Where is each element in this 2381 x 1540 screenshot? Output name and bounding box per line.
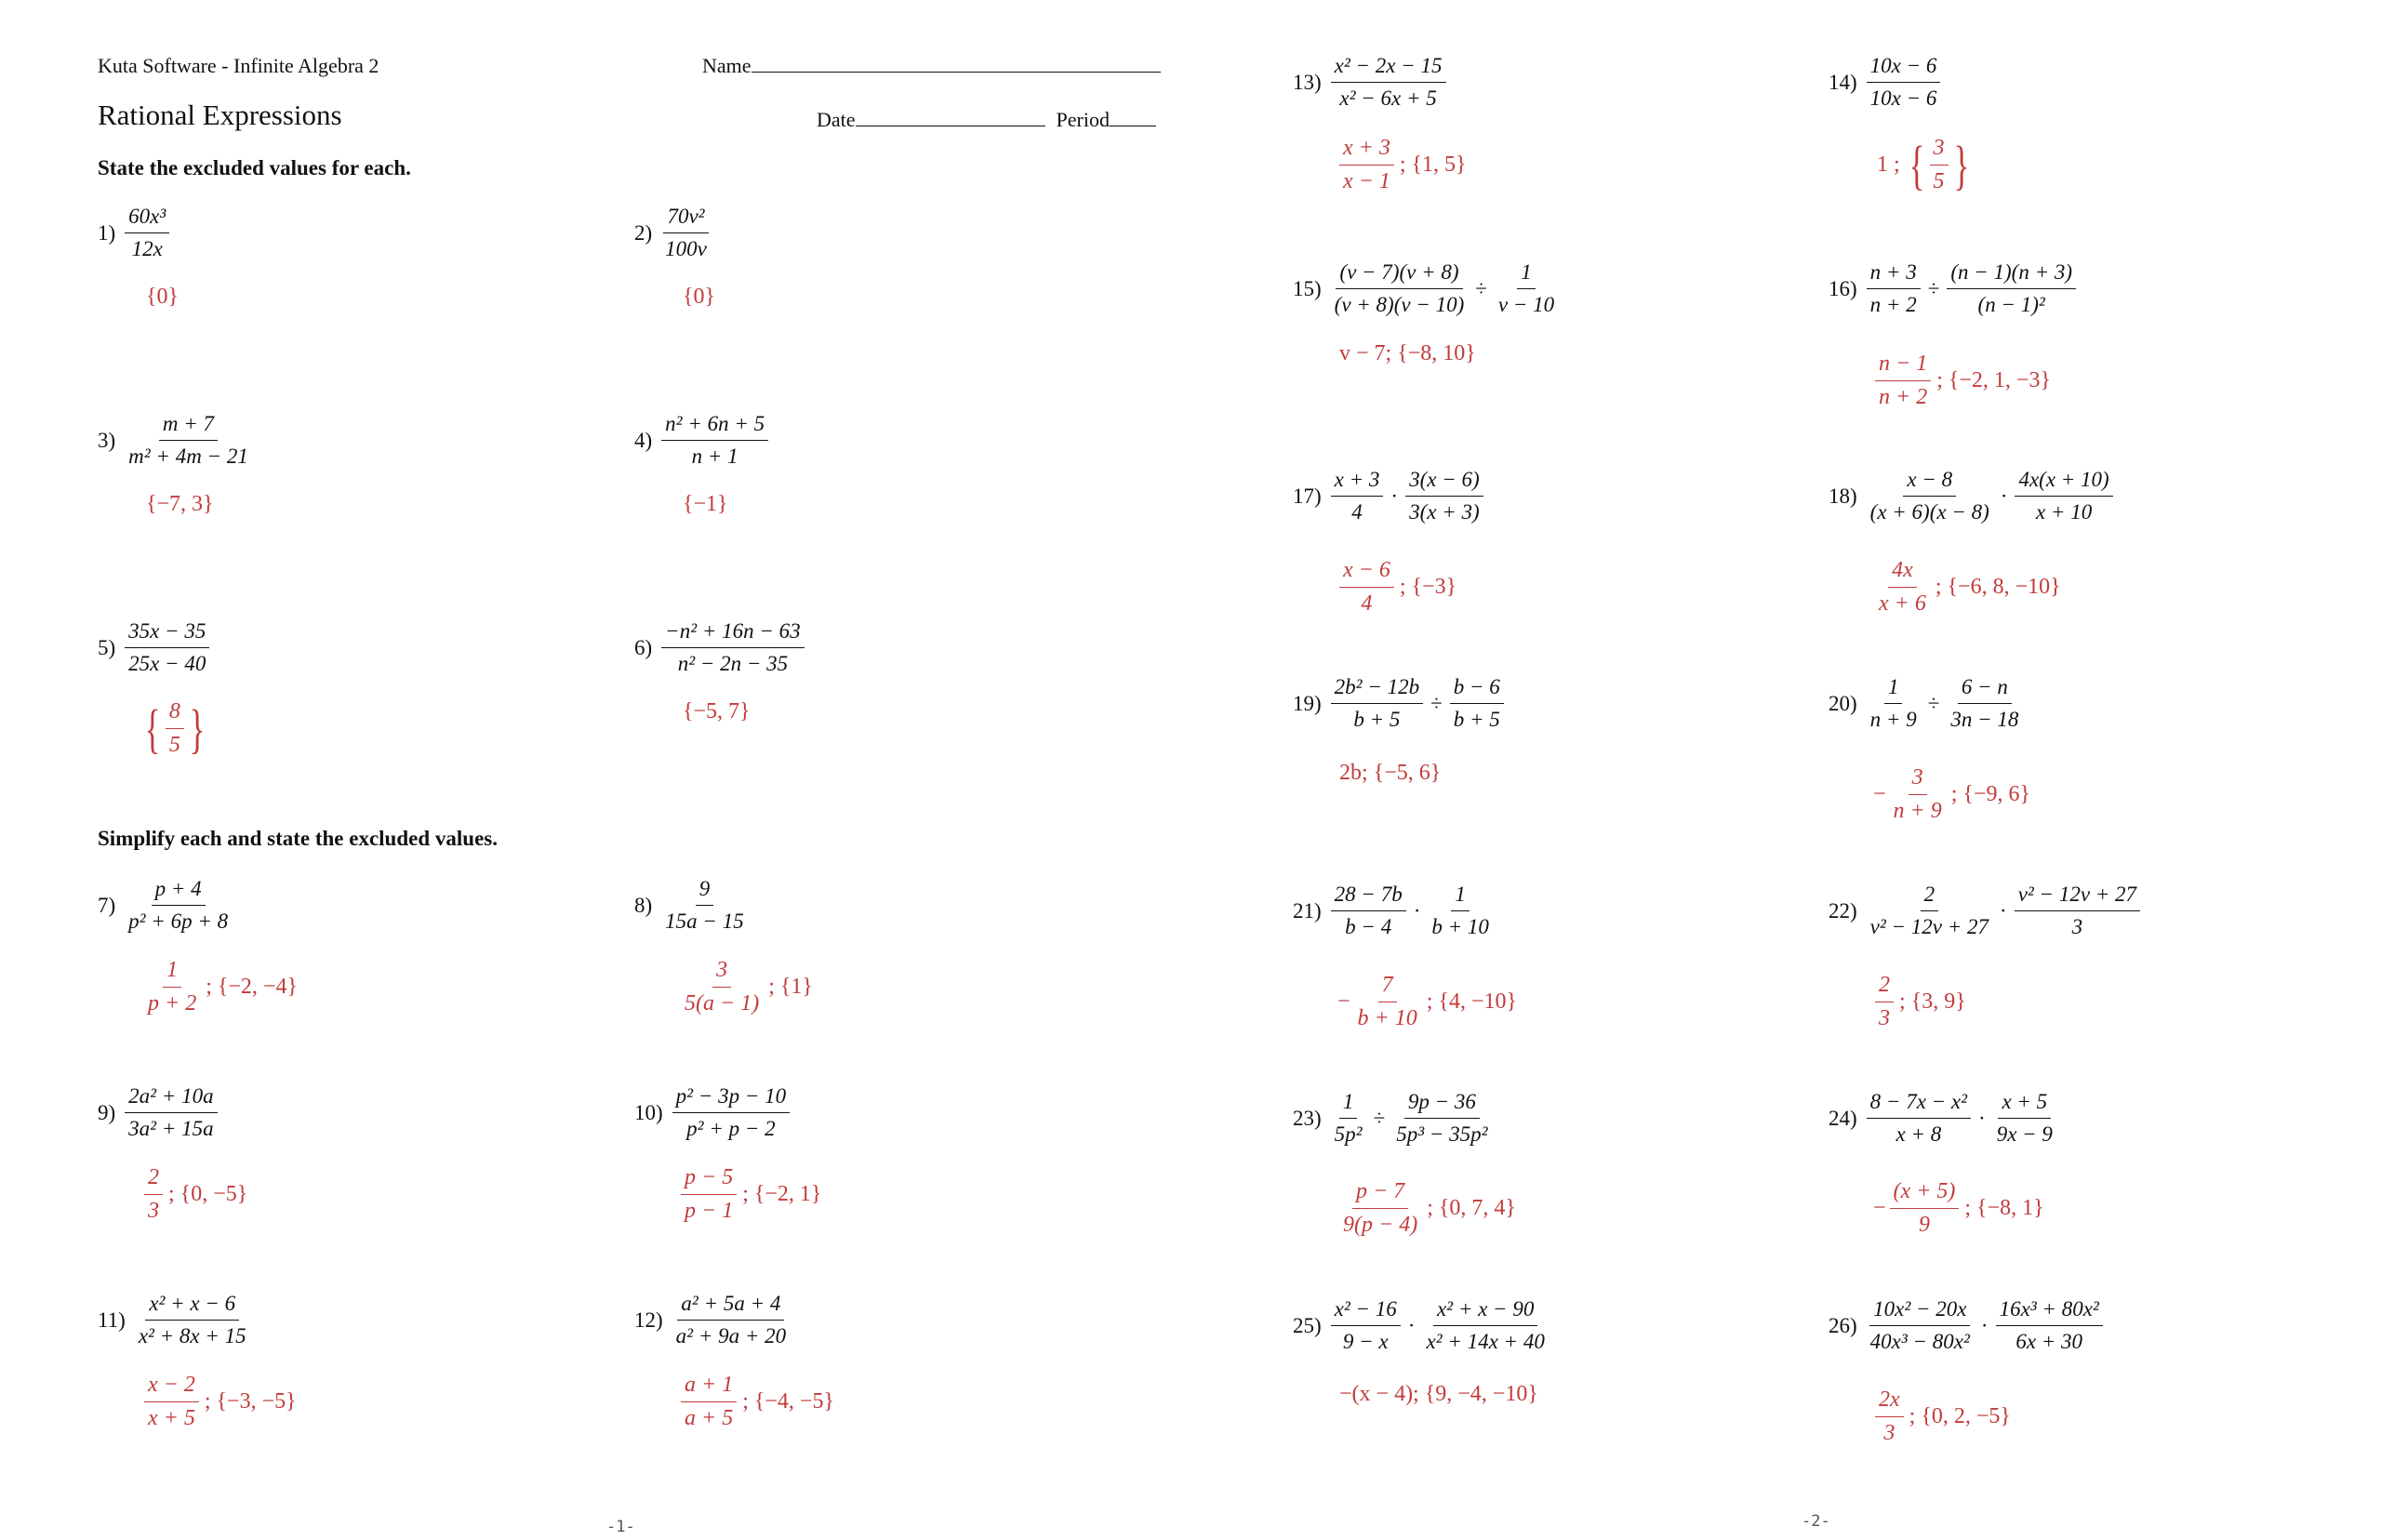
answer-26	[1875, 1387, 2011, 1446]
answer-numerator: x − 2	[144, 1373, 199, 1402]
answer-denominator: x + 6	[1879, 591, 1926, 616]
problem-18	[1829, 468, 2113, 524]
numerator: n² + 6n + 5	[661, 412, 768, 441]
answer-20	[1873, 765, 2030, 824]
answer-set: ; {0, −5}	[168, 1182, 248, 1206]
problem-3	[98, 412, 252, 469]
problem-number: 10)	[634, 1100, 663, 1124]
problem-number: 2)	[634, 220, 653, 245]
expression-left	[1331, 1090, 1366, 1147]
answer-sign: −	[1337, 989, 1350, 1014]
numerator: (n − 1)(n + 3)	[1947, 260, 2076, 289]
expression-right	[1422, 1297, 1548, 1354]
section-simplify-heading: Simplify each and state the excluded values.	[98, 827, 498, 850]
problem-number: 8)	[634, 893, 653, 917]
problem-11	[98, 1292, 250, 1348]
denominator: x² + 14x + 40	[1426, 1330, 1545, 1353]
answer-18	[1875, 558, 2061, 617]
problem-8	[634, 877, 748, 934]
problem-24	[1829, 1090, 2056, 1147]
numerator: 10x² − 20x	[1869, 1297, 1970, 1326]
answer-numerator: 3	[1930, 136, 1949, 166]
problem-7	[98, 877, 232, 934]
numerator: 9p − 36	[1404, 1090, 1480, 1119]
problem-number: 6)	[634, 635, 653, 659]
problem-12	[634, 1292, 790, 1348]
expression	[661, 619, 804, 676]
denominator: (n − 1)²	[1977, 293, 2045, 316]
expression-left	[1867, 260, 1921, 317]
answer-1	[146, 285, 179, 310]
numerator: 16x³ + 80x²	[1996, 1297, 2103, 1326]
problem-number: 1)	[98, 220, 116, 245]
answer-12	[681, 1373, 834, 1431]
denominator: x + 10	[2035, 500, 2093, 524]
numerator: 10x − 6	[1867, 54, 1941, 83]
answer-25	[1339, 1382, 1538, 1407]
denominator: n + 1	[691, 445, 738, 468]
numerator: 2	[1921, 883, 1939, 911]
denominator: p² + p − 2	[686, 1117, 776, 1140]
operator: ÷	[1475, 276, 1487, 300]
numerator: 4x(x + 10)	[2015, 468, 2112, 497]
problem-22	[1829, 883, 2140, 939]
name-label: Name	[702, 54, 752, 77]
numerator: v² − 12v + 27	[2015, 883, 2140, 911]
problem-number: 16)	[1829, 276, 1857, 300]
denominator: 9 − x	[1342, 1330, 1389, 1353]
answer-text: −(x − 4); {9, −4, −10}	[1339, 1382, 1538, 1406]
expression-left	[1867, 468, 1993, 524]
problem-number: 14)	[1829, 70, 1857, 94]
expression-right	[1947, 675, 2022, 732]
expression	[1331, 54, 1446, 111]
problem-number: 20)	[1829, 691, 1857, 715]
numerator: 8 − 7x − x²	[1867, 1090, 1971, 1119]
answer-7	[144, 958, 298, 1016]
expression	[661, 205, 711, 261]
answer-set: ; {0, 7, 4}	[1427, 1196, 1516, 1220]
answer-set: ; {−3}	[1399, 575, 1457, 599]
expression-left	[1867, 883, 1992, 939]
answer-set: ; {−2, 1, −3}	[1936, 368, 2051, 392]
denominator: n + 9	[1869, 708, 1917, 731]
answer-set: ; {−3, −5}	[204, 1389, 297, 1414]
problem-20	[1829, 675, 2022, 732]
denominator: 40x³ − 80x²	[1869, 1330, 1970, 1353]
answer-denominator: b + 10	[1357, 1006, 1417, 1030]
numerator: p² − 3p − 10	[672, 1084, 790, 1113]
name-line	[702, 54, 1161, 78]
operator: ·	[1390, 484, 1399, 508]
answer-22	[1875, 973, 1966, 1031]
answer-set: ; {3, 9}	[1899, 989, 1966, 1014]
answer-19	[1339, 761, 1441, 786]
denominator: x² − 6x + 5	[1339, 86, 1437, 110]
answer-numerator: 2x	[1875, 1387, 1904, 1417]
problem-number: 7)	[98, 893, 116, 917]
numerator: b − 6	[1450, 675, 1504, 704]
denominator: b − 4	[1345, 915, 1392, 938]
problem-number: 5)	[98, 635, 116, 659]
expression	[1867, 54, 1941, 111]
answer-13	[1339, 136, 1467, 194]
expression-left	[1867, 1297, 1974, 1354]
numerator: 35x − 35	[125, 619, 209, 648]
answer-set: ; {1, 5}	[1399, 153, 1467, 177]
answer-set: ; {0, 2, −5}	[1909, 1404, 2011, 1428]
numerator: 6 − n	[1958, 675, 2012, 704]
answer-denominator: n + 2	[1879, 385, 1928, 409]
denominator: 100v	[665, 237, 707, 260]
answer-text: 2b; {−5, 6}	[1339, 761, 1442, 785]
problem-25	[1293, 1297, 1549, 1354]
answer-text: {0}	[146, 285, 180, 309]
section-excluded-heading: State the excluded values for each.	[98, 156, 411, 179]
answer-6	[683, 699, 751, 724]
numerator: x² + x − 6	[145, 1292, 239, 1321]
problem-10	[634, 1084, 790, 1141]
denominator: b + 10	[1431, 915, 1489, 938]
denominator: v − 10	[1497, 293, 1555, 316]
problem-15	[1293, 260, 1558, 317]
answer-10	[681, 1165, 821, 1224]
denominator: 3n − 18	[1950, 708, 2019, 731]
denominator: 9x − 9	[1996, 1122, 2053, 1146]
answer-2	[683, 285, 715, 310]
expression-right	[1405, 468, 1483, 524]
answer-numerator: n − 1	[1875, 352, 1931, 381]
expression	[661, 412, 768, 469]
expression-right	[1996, 1297, 2103, 1354]
answer-set: ; {−2, −4}	[206, 975, 298, 999]
answer-15	[1339, 341, 1476, 366]
answer-set: ; {−6, 8, −10}	[1935, 575, 2061, 599]
answer-denominator: 9(p − 4)	[1343, 1213, 1418, 1237]
problem-number: 22)	[1829, 898, 1857, 923]
expression	[661, 877, 748, 934]
denominator: 5p³ − 35p²	[1396, 1122, 1488, 1146]
answer-numerator: p − 5	[681, 1165, 737, 1195]
answer-numerator: a + 1	[681, 1373, 737, 1402]
answer-set: ; {−2, 1}	[742, 1182, 822, 1206]
operator: ·	[1980, 1313, 1989, 1337]
answer-set: { $\frac{3}{5}$ }	[1909, 134, 1969, 195]
numerator: x² + x − 90	[1433, 1297, 1537, 1326]
operator: ·	[1407, 1313, 1416, 1337]
answer-5	[140, 699, 210, 758]
expression-left	[1331, 260, 1469, 317]
problem-23	[1293, 1090, 1492, 1147]
problem-number: 25)	[1293, 1313, 1322, 1337]
answer-set: ; {−8, 1}	[1964, 1196, 2044, 1220]
answer-denominator: 5	[1933, 169, 1945, 193]
numerator: x² − 2x − 15	[1331, 54, 1446, 83]
denominator: (x + 6)(x − 8)	[1869, 500, 1989, 524]
numerator: x + 5	[1998, 1090, 2051, 1119]
numerator: 2b² − 12b	[1331, 675, 1423, 704]
answer-denominator: 5	[168, 733, 180, 757]
denominator: 15a − 15	[665, 909, 744, 933]
answer-text: {0}	[683, 285, 716, 309]
answer-numerator: p − 7	[1352, 1179, 1408, 1209]
answer-numerator: 3	[712, 958, 731, 988]
answer-11	[144, 1373, 297, 1431]
problem-16	[1829, 260, 2076, 317]
denominator: b + 5	[1453, 708, 1500, 731]
answer-denominator: p + 2	[148, 991, 197, 1016]
denominator: 4	[1351, 500, 1363, 524]
problem-19	[1293, 675, 1504, 732]
answer-denominator: 5(a − 1)	[685, 991, 760, 1016]
expression-right	[2015, 883, 2140, 939]
operator: ÷	[1430, 691, 1443, 715]
numerator: 1	[1339, 1090, 1358, 1119]
numerator: p + 4	[152, 877, 206, 906]
numerator: 2a² + 10a	[125, 1084, 217, 1113]
problem-number: 24)	[1829, 1106, 1857, 1130]
denominator: a² + 9a + 20	[675, 1324, 787, 1348]
problem-number: 18)	[1829, 484, 1857, 508]
answer-denominator: 3	[1883, 1421, 1895, 1445]
answer-denominator: a + 5	[685, 1406, 734, 1430]
denominator: p² + 6p + 8	[128, 909, 229, 933]
answer-4	[683, 492, 728, 517]
operator: ·	[1978, 1106, 1986, 1130]
denominator: 5p²	[1334, 1122, 1363, 1146]
answer-numerator: 7	[1378, 973, 1397, 1002]
answer-numerator: 8	[166, 699, 184, 729]
answer-23	[1339, 1179, 1516, 1238]
answer-denominator: x − 1	[1343, 169, 1390, 193]
answer-3	[146, 492, 214, 517]
expression-left	[1331, 1297, 1401, 1354]
expression-left	[1331, 468, 1384, 524]
operator: ÷	[1927, 276, 1940, 300]
answer-denominator: x + 5	[148, 1406, 195, 1430]
operator: ÷	[1373, 1106, 1386, 1130]
expression-right	[1993, 1090, 2056, 1147]
page-number-2: -2-	[1802, 1512, 1830, 1531]
numerator: 60x³	[125, 205, 169, 233]
problem-6	[634, 619, 805, 676]
numerator: −n² + 16n − 63	[661, 619, 804, 648]
numerator: 28 − 7b	[1331, 883, 1406, 911]
problem-number: 26)	[1829, 1313, 1857, 1337]
problem-17	[1293, 468, 1483, 524]
page-title: Rational Expressions	[98, 99, 342, 131]
expression-right	[1947, 260, 2076, 317]
operator: ·	[2000, 898, 2007, 923]
problem-2	[634, 205, 711, 261]
answer-sign: −	[1873, 782, 1886, 806]
answer-denominator: 9	[1918, 1213, 1930, 1237]
answer-numerator: 1	[163, 958, 181, 988]
numerator: (v − 7)(v + 8)	[1336, 260, 1462, 289]
answer-prefix: 1 ;	[1877, 153, 1900, 177]
answer-numerator: x + 3	[1339, 136, 1394, 166]
expression-right	[1392, 1090, 1491, 1147]
denominator: 3a² + 15a	[128, 1117, 214, 1140]
problem-5	[98, 619, 209, 676]
problem-26	[1829, 1297, 2103, 1354]
answer-text: {−5, 7}	[683, 699, 751, 724]
answer-numerator: x − 6	[1339, 558, 1394, 588]
problem-14	[1829, 54, 1940, 111]
operator: ÷	[1927, 691, 1940, 715]
denominator: 10x − 6	[1869, 86, 1937, 110]
answer-set: ; {−4, −5}	[742, 1389, 834, 1414]
problem-1	[98, 205, 169, 261]
denominator: b + 5	[1353, 708, 1401, 731]
answer-text: v − 7; {−8, 10}	[1339, 341, 1476, 365]
denominator: x + 8	[1895, 1122, 1942, 1146]
problem-number: 19)	[1293, 691, 1322, 715]
answer-denominator: 4	[1361, 591, 1373, 616]
expression-right	[1495, 260, 1558, 317]
expression	[125, 1084, 217, 1141]
answer-numerator: (x + 5)	[1890, 1179, 1960, 1209]
expression	[125, 412, 252, 469]
expression-left	[1867, 675, 1921, 732]
answer-24	[1873, 1179, 2044, 1238]
problem-9	[98, 1084, 218, 1141]
denominator: 12x	[131, 237, 163, 260]
answer-denominator: n + 9	[1893, 799, 1942, 823]
numerator: 70v²	[663, 205, 708, 233]
answer-denominator: 3	[1879, 1006, 1890, 1030]
answer-sign: −	[1873, 1196, 1886, 1220]
answer-set: ; {−9, 6}	[1950, 782, 2030, 806]
numerator: x − 8	[1903, 468, 1956, 497]
date-label: Date	[817, 108, 856, 131]
numerator: 9	[696, 877, 714, 906]
numerator: 1	[1517, 260, 1536, 289]
expression-right	[1428, 883, 1493, 939]
answer-14	[1877, 136, 1974, 194]
answer-set: { $\frac{8}{5}$ }	[144, 697, 206, 759]
numerator: m + 7	[159, 412, 218, 441]
expression	[672, 1084, 790, 1141]
problem-4	[634, 412, 768, 469]
answer-text: {−1}	[683, 492, 728, 516]
expression-left	[1867, 1090, 1971, 1147]
expression-left	[1331, 883, 1406, 939]
answer-set: ; {4, −10}	[1426, 989, 1517, 1014]
answer-8	[681, 958, 813, 1016]
software-header: Kuta Software - Infinite Algebra 2	[98, 54, 379, 77]
expression-left	[1331, 675, 1423, 732]
numerator: a² + 5a + 4	[677, 1292, 784, 1321]
answer-numerator: 2	[1875, 973, 1894, 1002]
denominator: (v + 8)(v − 10)	[1334, 293, 1465, 316]
denominator: 3	[2071, 915, 2083, 938]
expression	[125, 619, 209, 676]
problem-21	[1293, 883, 1493, 939]
operator: ·	[2000, 484, 2008, 508]
problem-number: 9)	[98, 1100, 116, 1124]
problem-number: 3)	[98, 428, 116, 452]
denominator: n + 2	[1869, 293, 1917, 316]
denominator: 3(x + 3)	[1409, 500, 1480, 524]
denominator: 25x − 40	[128, 652, 206, 675]
problem-number: 4)	[634, 428, 653, 452]
denominator: v² − 12v + 27	[1869, 915, 1989, 938]
numerator: 1	[1451, 883, 1470, 911]
period-label: Period	[1056, 108, 1110, 131]
numerator: x + 3	[1331, 468, 1384, 497]
answer-text: {−7, 3}	[146, 492, 214, 516]
numerator: n + 3	[1867, 260, 1921, 289]
expression-right	[1450, 675, 1504, 732]
answer-denominator: 3	[148, 1199, 159, 1223]
page-number-1: -1-	[606, 1518, 635, 1536]
problem-number: 21)	[1293, 898, 1322, 923]
numerator: 1	[1884, 675, 1903, 704]
answer-21	[1337, 973, 1517, 1031]
denominator: n² − 2n − 35	[677, 652, 789, 675]
problem-number: 12)	[634, 1308, 663, 1332]
operator: ·	[1413, 898, 1421, 923]
answer-set: ; {1}	[768, 975, 813, 999]
problem-13	[1293, 54, 1446, 111]
problem-number: 15)	[1293, 276, 1322, 300]
expression	[125, 205, 169, 261]
denominator: m² + 4m − 21	[128, 445, 248, 468]
answer-denominator: p − 1	[685, 1199, 734, 1223]
answer-17	[1339, 558, 1457, 617]
answer-numerator: 3	[1909, 765, 1927, 795]
numerator: 3(x − 6)	[1405, 468, 1483, 497]
problem-number: 23)	[1293, 1106, 1322, 1130]
denominator: x² + 8x + 15	[138, 1324, 246, 1348]
numerator: x² − 16	[1331, 1297, 1401, 1326]
expression	[672, 1292, 790, 1348]
expression-right	[2015, 468, 2112, 524]
answer-9	[144, 1165, 247, 1224]
problem-number: 17)	[1293, 484, 1322, 508]
date-line	[817, 108, 1156, 132]
problem-number: 13)	[1293, 70, 1322, 94]
answer-16	[1875, 352, 2051, 410]
answer-numerator: 2	[144, 1165, 163, 1195]
problem-number: 11)	[98, 1308, 126, 1332]
denominator: 6x + 30	[2015, 1330, 2083, 1353]
answer-numerator: 4x	[1888, 558, 1917, 588]
expression	[135, 1292, 250, 1348]
expression	[125, 877, 232, 934]
